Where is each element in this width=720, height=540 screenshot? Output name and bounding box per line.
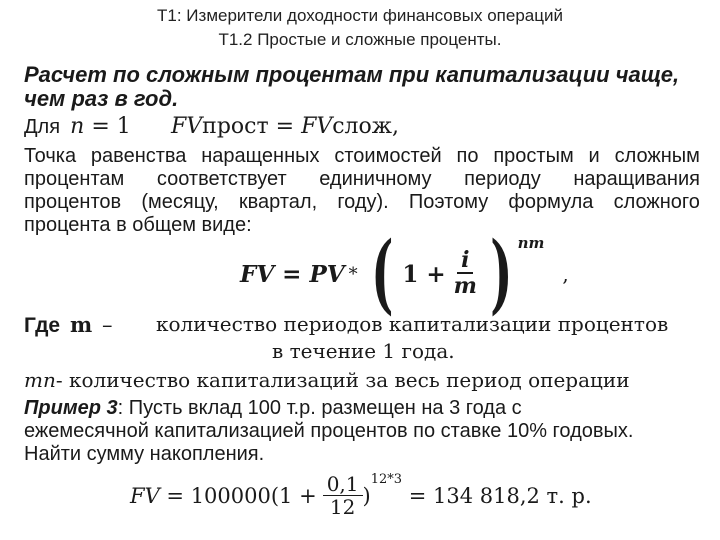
fraction-numerator: i bbox=[457, 249, 473, 274]
condition-prefix: Для bbox=[24, 116, 61, 138]
fv-compound-symbol: FV bbox=[301, 114, 333, 139]
section-heading-line1: Расчет по сложным процентам при капитализации чаще, bbox=[24, 62, 680, 87]
fv-simple-symbol: FV bbox=[171, 114, 203, 139]
multiply-sign: * bbox=[348, 263, 358, 285]
word: наращенных bbox=[201, 145, 320, 167]
calc-exponent: 12*3 bbox=[370, 472, 403, 487]
word: наращивания bbox=[573, 168, 700, 190]
word: году). bbox=[337, 191, 389, 213]
where-desc-line1: количество периодов капитализации процентов bbox=[156, 312, 669, 336]
paragraph-line1 bbox=[24, 145, 700, 168]
word: процентам bbox=[24, 168, 125, 190]
slide-title-line1: Т1: Измерители доходности финансовых операций bbox=[157, 6, 563, 25]
condition-var: n bbox=[70, 114, 85, 139]
i-over-m-fraction bbox=[450, 249, 481, 298]
mn-desc: - количество капитализаций за весь период операции bbox=[55, 368, 630, 392]
simple-label: прост bbox=[202, 114, 269, 139]
where-desc-line2: в течение 1 года. bbox=[272, 339, 455, 363]
word: и bbox=[588, 145, 600, 167]
word: соответствует bbox=[156, 168, 287, 190]
condition-eq: = 1 bbox=[84, 114, 131, 139]
where-m-line bbox=[24, 312, 113, 338]
example-label: Пример 3 bbox=[24, 397, 118, 419]
compound-label: слож bbox=[332, 114, 393, 139]
word: процентов bbox=[24, 191, 122, 213]
word: по bbox=[456, 145, 479, 167]
paragraph-line3 bbox=[24, 191, 700, 214]
mn-var: mn bbox=[24, 368, 56, 392]
calc-close-paren: ) bbox=[362, 484, 371, 508]
formula-comma: , bbox=[562, 262, 569, 286]
word: формула bbox=[508, 191, 594, 213]
example-line1-rest: : Пусть вклад 100 т.р. размещен на 3 года с bbox=[117, 397, 522, 419]
rate-denominator: 12 bbox=[329, 495, 356, 519]
left-paren: ( bbox=[370, 223, 394, 324]
compound-interest-formula bbox=[240, 223, 569, 324]
slide-title-line2: Т1.2 Простые и сложные проценты. bbox=[218, 30, 502, 49]
word: периоду bbox=[464, 168, 541, 190]
condition-comma: , bbox=[392, 114, 400, 139]
word: квартал, bbox=[238, 191, 318, 213]
paragraph-line2 bbox=[24, 168, 700, 191]
word: простым bbox=[493, 145, 574, 167]
word: единичному bbox=[319, 168, 432, 190]
formula-one-plus: 1 + bbox=[402, 260, 446, 288]
calc-result: = 134 818,2 т. р. bbox=[402, 484, 592, 508]
mn-definition-line bbox=[24, 368, 630, 392]
equals-sign: = bbox=[268, 114, 302, 139]
example-line3: Найти сумму накопления. bbox=[24, 443, 265, 465]
calc-eq1: = 100000(1 + bbox=[159, 484, 317, 508]
section-heading-line2: чем раз в год. bbox=[24, 86, 179, 111]
right-paren: ) bbox=[490, 223, 513, 324]
paragraph-line4: процента в общем виде: bbox=[24, 214, 252, 236]
word: Точка bbox=[24, 145, 77, 167]
where-label: Где bbox=[24, 314, 61, 337]
word: (месяцу, bbox=[141, 191, 219, 213]
rate-fraction bbox=[323, 474, 363, 518]
where-var: m bbox=[69, 312, 93, 337]
example-line1 bbox=[24, 397, 522, 420]
example-calculation bbox=[130, 466, 592, 526]
condition-line bbox=[24, 113, 399, 139]
formula-exponent: nm bbox=[517, 234, 545, 252]
word: сложным bbox=[614, 145, 700, 167]
calc-fv: FV bbox=[130, 484, 160, 508]
word: равенства bbox=[90, 145, 187, 167]
formula-lhs: FV = PV bbox=[240, 260, 345, 288]
rate-numerator: 0,1 bbox=[323, 474, 363, 496]
example-line2: ежемесячной капитализацией процентов по ставке 10% годовых. bbox=[24, 420, 634, 442]
word: Поэтому bbox=[408, 191, 489, 213]
word: сложного bbox=[613, 191, 700, 213]
word: стоимостей bbox=[334, 145, 442, 167]
fraction-denominator: m bbox=[453, 273, 477, 300]
where-dash: – bbox=[102, 313, 113, 337]
